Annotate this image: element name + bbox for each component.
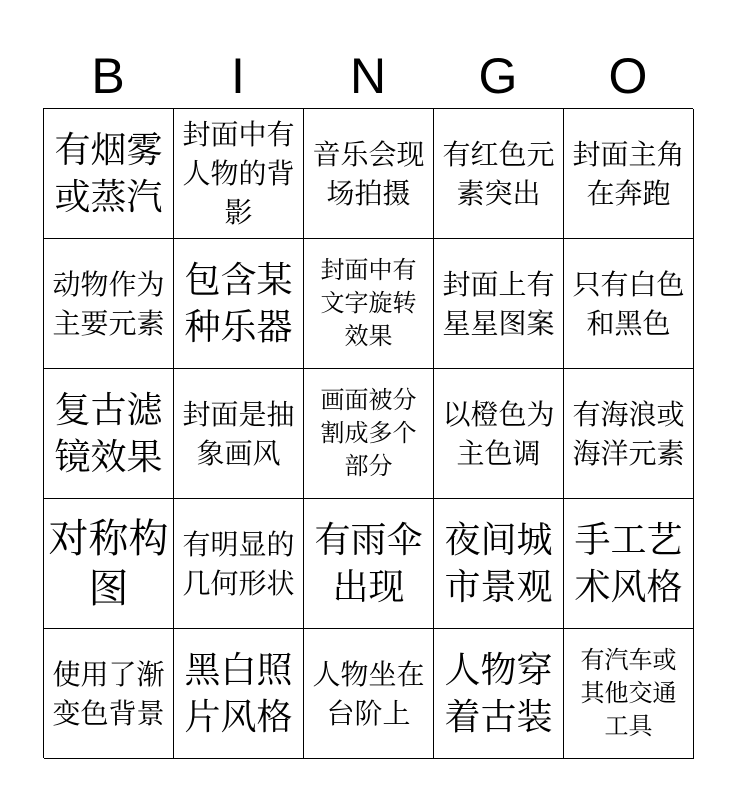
bingo-cell-text: 有汽车或其他交通工具 (580, 646, 677, 740)
bingo-cell-text: 手工艺术风格 (574, 519, 683, 608)
header-letter-g: G (478, 48, 518, 104)
bingo-cell[interactable] (564, 369, 694, 499)
bingo-cell-text: 有海浪或海洋元素 (572, 397, 685, 470)
bingo-cell-text: 音乐会现场拍摄 (312, 137, 425, 210)
bingo-cell-text: 动物作为主要元素 (52, 267, 165, 340)
bingo-cell[interactable] (304, 499, 434, 629)
bingo-cell[interactable] (304, 629, 434, 759)
bingo-cell-text: 包含某种乐器 (184, 259, 293, 348)
bingo-cell-text: 夜间城市景观 (444, 519, 553, 608)
bingo-cell-text: 封面主角在奔跑 (572, 137, 685, 210)
bingo-cell[interactable] (174, 499, 304, 629)
header-letter-b: B (91, 48, 125, 104)
bingo-cell[interactable] (434, 499, 564, 629)
bingo-cell[interactable] (434, 629, 564, 759)
bingo-cell[interactable] (44, 239, 174, 369)
bingo-cell[interactable] (174, 109, 304, 239)
bingo-cell-text: 复古滤镜效果 (54, 389, 163, 478)
bingo-cell-text: 人物穿着古装 (444, 649, 553, 738)
header-letter-n: N (349, 48, 387, 104)
bingo-cell[interactable] (434, 109, 564, 239)
bingo-cell[interactable] (564, 629, 694, 759)
bingo-cell-text: 只有白色和黑色 (572, 267, 685, 340)
bingo-cell[interactable] (174, 629, 304, 759)
bingo-cell[interactable] (564, 239, 694, 369)
bingo-cell[interactable] (174, 239, 304, 369)
bingo-cell[interactable] (564, 499, 694, 629)
header-letter-o: O (608, 48, 648, 104)
bingo-cell[interactable] (174, 369, 304, 499)
bingo-cell-text: 黑白照片风格 (184, 649, 293, 738)
bingo-cell-text: 有红色元素突出 (442, 137, 555, 210)
bingo-cell-text: 画面被分割成多个部分 (320, 386, 417, 480)
bingo-header (43, 44, 693, 108)
bingo-cell[interactable] (564, 109, 694, 239)
header-letter-i: I (231, 48, 245, 104)
bingo-cell[interactable] (44, 499, 174, 629)
bingo-cell-text: 封面是抽象画风 (182, 397, 295, 470)
bingo-cell-text: 有明显的几何形状 (182, 527, 295, 600)
bingo-cell-text: 封面中有文字旋转效果 (320, 256, 417, 350)
bingo-cell[interactable] (44, 369, 174, 499)
bingo-cell[interactable] (304, 239, 434, 369)
bingo-cell-text: 封面中有人物的背影 (182, 118, 295, 229)
bingo-cell[interactable] (434, 239, 564, 369)
bingo-cell[interactable] (304, 369, 434, 499)
bingo-cell-text: 人物坐在台阶上 (312, 657, 425, 730)
bingo-cell[interactable] (304, 109, 434, 239)
bingo-cell-text: 以橙色为主色调 (442, 397, 555, 470)
bingo-cell-text: 对称构图 (48, 515, 169, 612)
bingo-grid (43, 108, 693, 758)
bingo-cell-text: 有烟雾或蒸汽 (54, 129, 163, 218)
bingo-cell[interactable] (434, 369, 564, 499)
bingo-cell-text: 使用了渐变色背景 (52, 657, 165, 730)
bingo-cell-text: 封面上有星星图案 (442, 267, 555, 340)
bingo-cell[interactable] (44, 629, 174, 759)
bingo-cell[interactable] (44, 109, 174, 239)
bingo-cell-text: 有雨伞出现 (314, 519, 423, 608)
